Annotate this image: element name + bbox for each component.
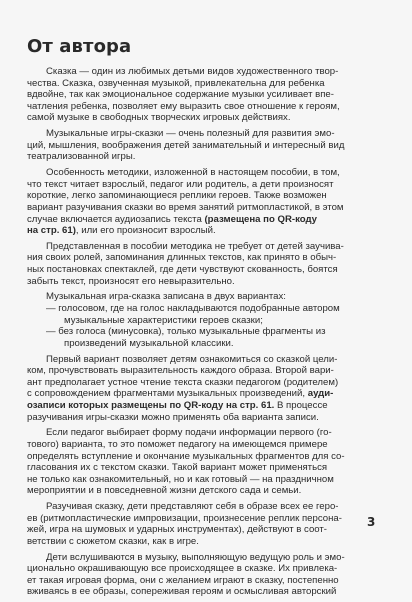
body-text [27,66,389,602]
text-line: Дети вслушиваются в музыку, выполняющую ведущую роль и эмо- [46,551,345,563]
text-line: музыкальные характеристики героев сказки; [64,314,263,326]
text-line: Первый вариант позволяет детям ознакомиться со сказкой цели- [46,353,338,365]
text-line: Представленная в пособии методика не требует от детей заучива- [46,240,344,252]
text-line: мероприятии и в повседневной жизни детского сада и семьи. [27,485,302,497]
list-item: — голосовом, где на голос накладываются подобранные автором [46,303,340,315]
paragraph-7 [27,427,389,497]
text-line: ант предполагает устное чтение текста сказки педагогом (родителем) [27,376,339,388]
text-line [27,214,389,226]
bold-text-span: озаписи которых размещены по QR-коду на стр. 61. [27,399,275,411]
paragraph-9 [27,552,389,598]
text-span: В процессе [274,399,328,411]
text-line: ционально окрашивающую все происходящее в сказке. Их привлека- [27,563,338,575]
paragraph-2 [27,128,389,163]
text-line: самой музыке в свободных творческих игровых действиях. [27,112,291,124]
text-line: Если педагог выбирает форму подачи информации первого (го- [46,427,332,439]
text-line: Особенность методики, изложенной в настоящем пособии, в том, [46,167,340,179]
list-item: — без голоса (минусовка), только музыкальные фрагменты из [46,326,326,338]
text-line: ветствии с сюжетом сказки, как в игре. [27,535,199,547]
text-line: ев (ритмопластические импровизации, произнесение реплик персона- [27,512,342,524]
bold-text-span: ауди- [305,388,334,400]
text-line: ных постановках спектаклей, где дети чувствуют скованность, боятся [27,264,338,276]
text-line: определять вступление и окончание музыкальных фрагментов для со- [27,450,345,462]
text-line: разучивания игры-сказки можно применять оба варианта записи. [27,411,319,423]
text-line: гласования их с текстом сказки. Такой вариант может применяться [27,462,328,474]
text-line: Сказка — один из любимых детьми видов художественного твор- [46,66,339,77]
text-line: не только как ознакомительный, но и как готовый — на праздничном [27,473,334,485]
bold-text-span: (размещена по QR-коду [204,213,318,225]
paragraph-5 [27,291,389,349]
text-line: ет такая игровая форма, они с желанием играют в сказку, постепенно [27,574,339,586]
text-line: Музыкальные игры-сказки — очень полезный для развития эмо- [46,128,335,140]
text-line: тового) варианта, то это поможет педагогу на имеющемся примере [27,438,328,450]
text-line: вдвойне, так как эмоциональное содержание музыки усиливает впе- [27,89,334,101]
text-line: Разучивая сказку, дети представляют себя в образе всех ее геро- [46,501,339,513]
paragraph-8 [27,501,389,547]
paragraph-1 [27,66,389,124]
bold-text-span: на стр. 61) [27,225,76,237]
text-span: , или его произносит взрослый. [75,225,216,237]
paragraph-6 [27,354,389,424]
text-line: Музыкальная игра-сказка записана в двух вариантах: [46,291,286,303]
text-line: ния своих ролей, запоминания длинных текстов, как принято в обыч- [27,252,337,264]
text-line: ком, прочувствовать выразительность каждого образа. Второй вари- [27,365,334,377]
text-line: жей, игра на шумовых и ударных инструментах), действуют в соот- [27,524,328,536]
text-line: вживаясь в ее образы, сопереживая героям и осмысливая авторский [27,586,337,598]
text-line [27,400,389,412]
text-line: произведений музыкальной классики. [64,337,234,349]
text-line [27,225,389,237]
text-line [27,388,389,400]
text-line: забыть текст, произносят его невыразительно. [27,275,235,287]
paragraph-4 [27,241,389,287]
text-span: случае включается аудиозапись текста [27,213,205,225]
page-number: 3 [367,515,376,529]
text-line: театрализованной игры. [27,151,136,163]
paragraph-3 [27,167,389,237]
text-line: ций, мышления, воображения детей занимательный и интересный вид [27,139,345,151]
text-line: чества. Сказка, озвученная музыкой, привлекательна для ребенка [27,77,325,89]
text-line: что текст читает взрослый, педагог или родитель, а дети произносят [27,178,334,190]
page-title: От автора [27,36,132,57]
text-span: с сопровождением фрагментами музыкальных произведений, [27,388,306,400]
text-line: короткие, легко запоминающиеся реплики героев. Также возможен [27,190,327,202]
text-line: чатления ребенка, позволяет ему выразить свое отношение к героям, [27,100,340,112]
text-line: вариант разучивания сказки во время занятий ритмопластикой, в этом [27,201,344,213]
